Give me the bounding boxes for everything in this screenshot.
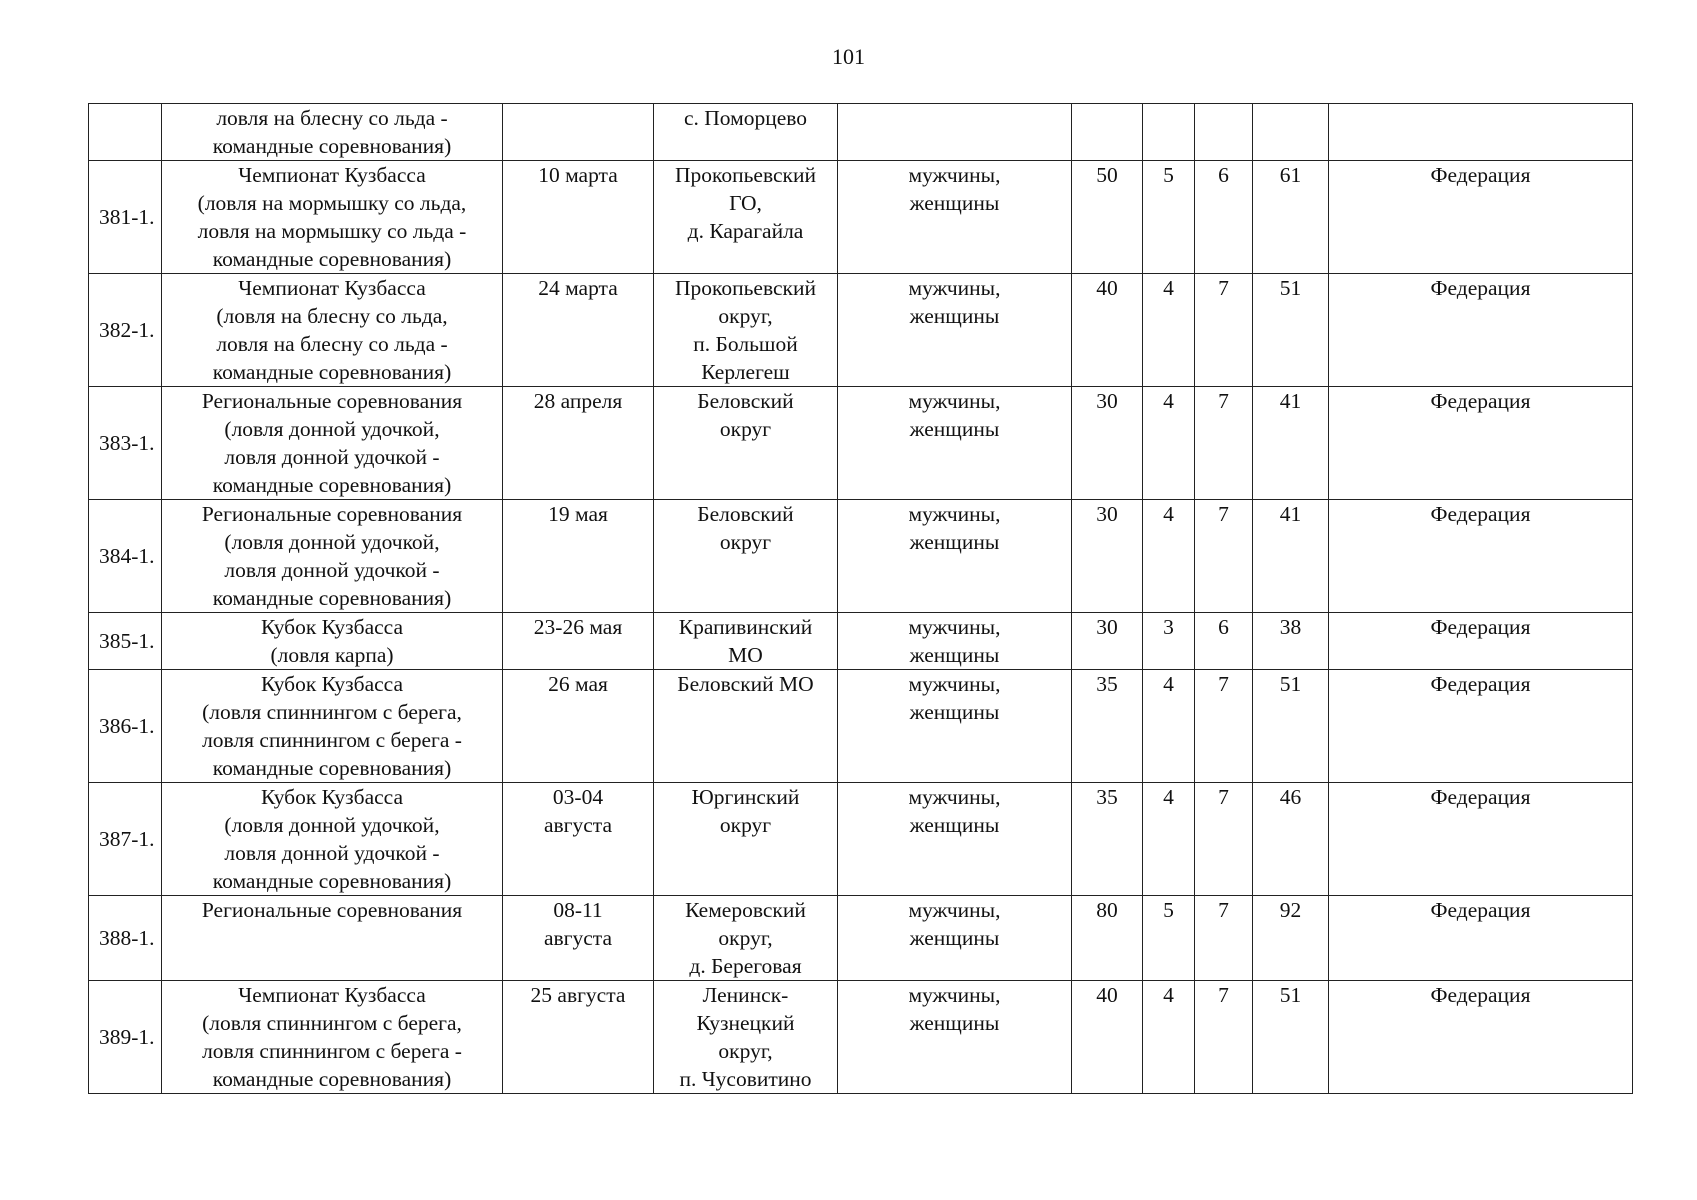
event-participants: мужчины, женщины	[838, 387, 1072, 500]
table-row	[89, 670, 1633, 783]
count-coaches: 4	[1143, 387, 1195, 500]
count-athletes: 50	[1072, 161, 1143, 274]
count-total: 61	[1253, 161, 1329, 274]
count-judges: 7	[1195, 981, 1253, 1094]
event-date: 25 августа	[503, 981, 654, 1094]
table-row	[89, 161, 1633, 274]
count-athletes: 35	[1072, 783, 1143, 896]
count-judges: 7	[1195, 783, 1253, 896]
table-row	[89, 104, 1633, 161]
event-number: 389-1.	[89, 981, 162, 1094]
event-organizer: Федерация	[1329, 500, 1633, 613]
count-total: 38	[1253, 613, 1329, 670]
event-number: 388-1.	[89, 896, 162, 981]
count-coaches	[1143, 104, 1195, 161]
event-participants: мужчины, женщины	[838, 274, 1072, 387]
event-place: Ленинск- Кузнецкий округ, п. Чусовитино	[654, 981, 838, 1094]
event-participants: мужчины, женщины	[838, 670, 1072, 783]
event-participants	[838, 104, 1072, 161]
event-name: Кубок Кузбасса (ловля карпа)	[162, 613, 503, 670]
event-date: 08-11 августа	[503, 896, 654, 981]
event-participants: мужчины, женщины	[838, 161, 1072, 274]
count-coaches: 3	[1143, 613, 1195, 670]
count-coaches: 5	[1143, 161, 1195, 274]
count-coaches: 4	[1143, 670, 1195, 783]
count-athletes: 40	[1072, 981, 1143, 1094]
event-date: 19 мая	[503, 500, 654, 613]
count-coaches: 4	[1143, 981, 1195, 1094]
event-name: Кубок Кузбасса (ловля донной удочкой, ловля донной удочкой - командные соревнования)	[162, 783, 503, 896]
event-place: с. Поморцево	[654, 104, 838, 161]
event-number: 387-1.	[89, 783, 162, 896]
event-organizer: Федерация	[1329, 274, 1633, 387]
event-organizer: Федерация	[1329, 670, 1633, 783]
event-date: 26 мая	[503, 670, 654, 783]
event-name: Региональные соревнования (ловля донной удочкой, ловля донной удочкой - командные соревнования)	[162, 500, 503, 613]
count-athletes: 30	[1072, 500, 1143, 613]
event-organizer: Федерация	[1329, 981, 1633, 1094]
event-name: Региональные соревнования	[162, 896, 503, 981]
count-athletes: 80	[1072, 896, 1143, 981]
count-total: 51	[1253, 981, 1329, 1094]
event-organizer: Федерация	[1329, 161, 1633, 274]
event-organizer	[1329, 104, 1633, 161]
event-number	[89, 104, 162, 161]
count-athletes: 35	[1072, 670, 1143, 783]
event-number: 381-1.	[89, 161, 162, 274]
event-participants: мужчины, женщины	[838, 613, 1072, 670]
event-name: Кубок Кузбасса (ловля спиннингом с берега, ловля спиннингом с берега - командные соревнования)	[162, 670, 503, 783]
event-place: Юргинский округ	[654, 783, 838, 896]
count-judges: 7	[1195, 500, 1253, 613]
count-coaches: 4	[1143, 274, 1195, 387]
event-number: 385-1.	[89, 613, 162, 670]
count-total: 41	[1253, 500, 1329, 613]
event-place: Прокопьевский округ, п. Большой Керлегеш	[654, 274, 838, 387]
event-date: 10 марта	[503, 161, 654, 274]
count-coaches: 4	[1143, 500, 1195, 613]
event-date: 28 апреля	[503, 387, 654, 500]
count-athletes: 40	[1072, 274, 1143, 387]
event-name: Чемпионат Кузбасса (ловля спиннингом с берега, ловля спиннингом с берега - командные соревнования)	[162, 981, 503, 1094]
count-total: 41	[1253, 387, 1329, 500]
count-total: 51	[1253, 274, 1329, 387]
event-number: 383-1.	[89, 387, 162, 500]
table-row	[89, 500, 1633, 613]
event-place: Крапивинский МО	[654, 613, 838, 670]
count-total: 51	[1253, 670, 1329, 783]
event-name: Чемпионат Кузбасса (ловля на мормышку со льда, ловля на мормышку со льда - командные соревнования)	[162, 161, 503, 274]
count-judges: 7	[1195, 274, 1253, 387]
event-participants: мужчины, женщины	[838, 783, 1072, 896]
event-organizer: Федерация	[1329, 387, 1633, 500]
event-number: 382-1.	[89, 274, 162, 387]
count-coaches: 4	[1143, 783, 1195, 896]
table-row	[89, 387, 1633, 500]
count-coaches: 5	[1143, 896, 1195, 981]
event-participants: мужчины, женщины	[838, 896, 1072, 981]
event-place: Прокопьевский ГО, д. Карагайла	[654, 161, 838, 274]
count-judges: 7	[1195, 387, 1253, 500]
event-name: ловля на блесну со льда - командные соревнования)	[162, 104, 503, 161]
page-number: 101	[832, 44, 865, 69]
event-name: Чемпионат Кузбасса (ловля на блесну со льда, ловля на блесну со льда - командные соревнования)	[162, 274, 503, 387]
count-athletes: 30	[1072, 613, 1143, 670]
event-date	[503, 104, 654, 161]
event-participants: мужчины, женщины	[838, 500, 1072, 613]
event-place: Беловский округ	[654, 500, 838, 613]
event-date: 24 марта	[503, 274, 654, 387]
event-date: 03-04 августа	[503, 783, 654, 896]
event-place: Беловский МО	[654, 670, 838, 783]
event-number: 384-1.	[89, 500, 162, 613]
event-organizer: Федерация	[1329, 613, 1633, 670]
count-athletes: 30	[1072, 387, 1143, 500]
count-total: 46	[1253, 783, 1329, 896]
count-athletes	[1072, 104, 1143, 161]
table-row	[89, 613, 1633, 670]
event-participants: мужчины, женщины	[838, 981, 1072, 1094]
count-total	[1253, 104, 1329, 161]
table-row	[89, 783, 1633, 896]
table-row	[89, 896, 1633, 981]
event-organizer: Федерация	[1329, 896, 1633, 981]
event-name: Региональные соревнования (ловля донной удочкой, ловля донной удочкой - командные соревнования)	[162, 387, 503, 500]
event-place: Беловский округ	[654, 387, 838, 500]
table-row	[89, 274, 1633, 387]
event-place: Кемеровский округ, д. Береговая	[654, 896, 838, 981]
event-number: 386-1.	[89, 670, 162, 783]
count-judges: 6	[1195, 613, 1253, 670]
count-judges	[1195, 104, 1253, 161]
count-judges: 6	[1195, 161, 1253, 274]
table-row	[89, 981, 1633, 1094]
event-date: 23-26 мая	[503, 613, 654, 670]
events-table	[88, 103, 1633, 1094]
count-judges: 7	[1195, 670, 1253, 783]
count-total: 92	[1253, 896, 1329, 981]
count-judges: 7	[1195, 896, 1253, 981]
event-organizer: Федерация	[1329, 783, 1633, 896]
